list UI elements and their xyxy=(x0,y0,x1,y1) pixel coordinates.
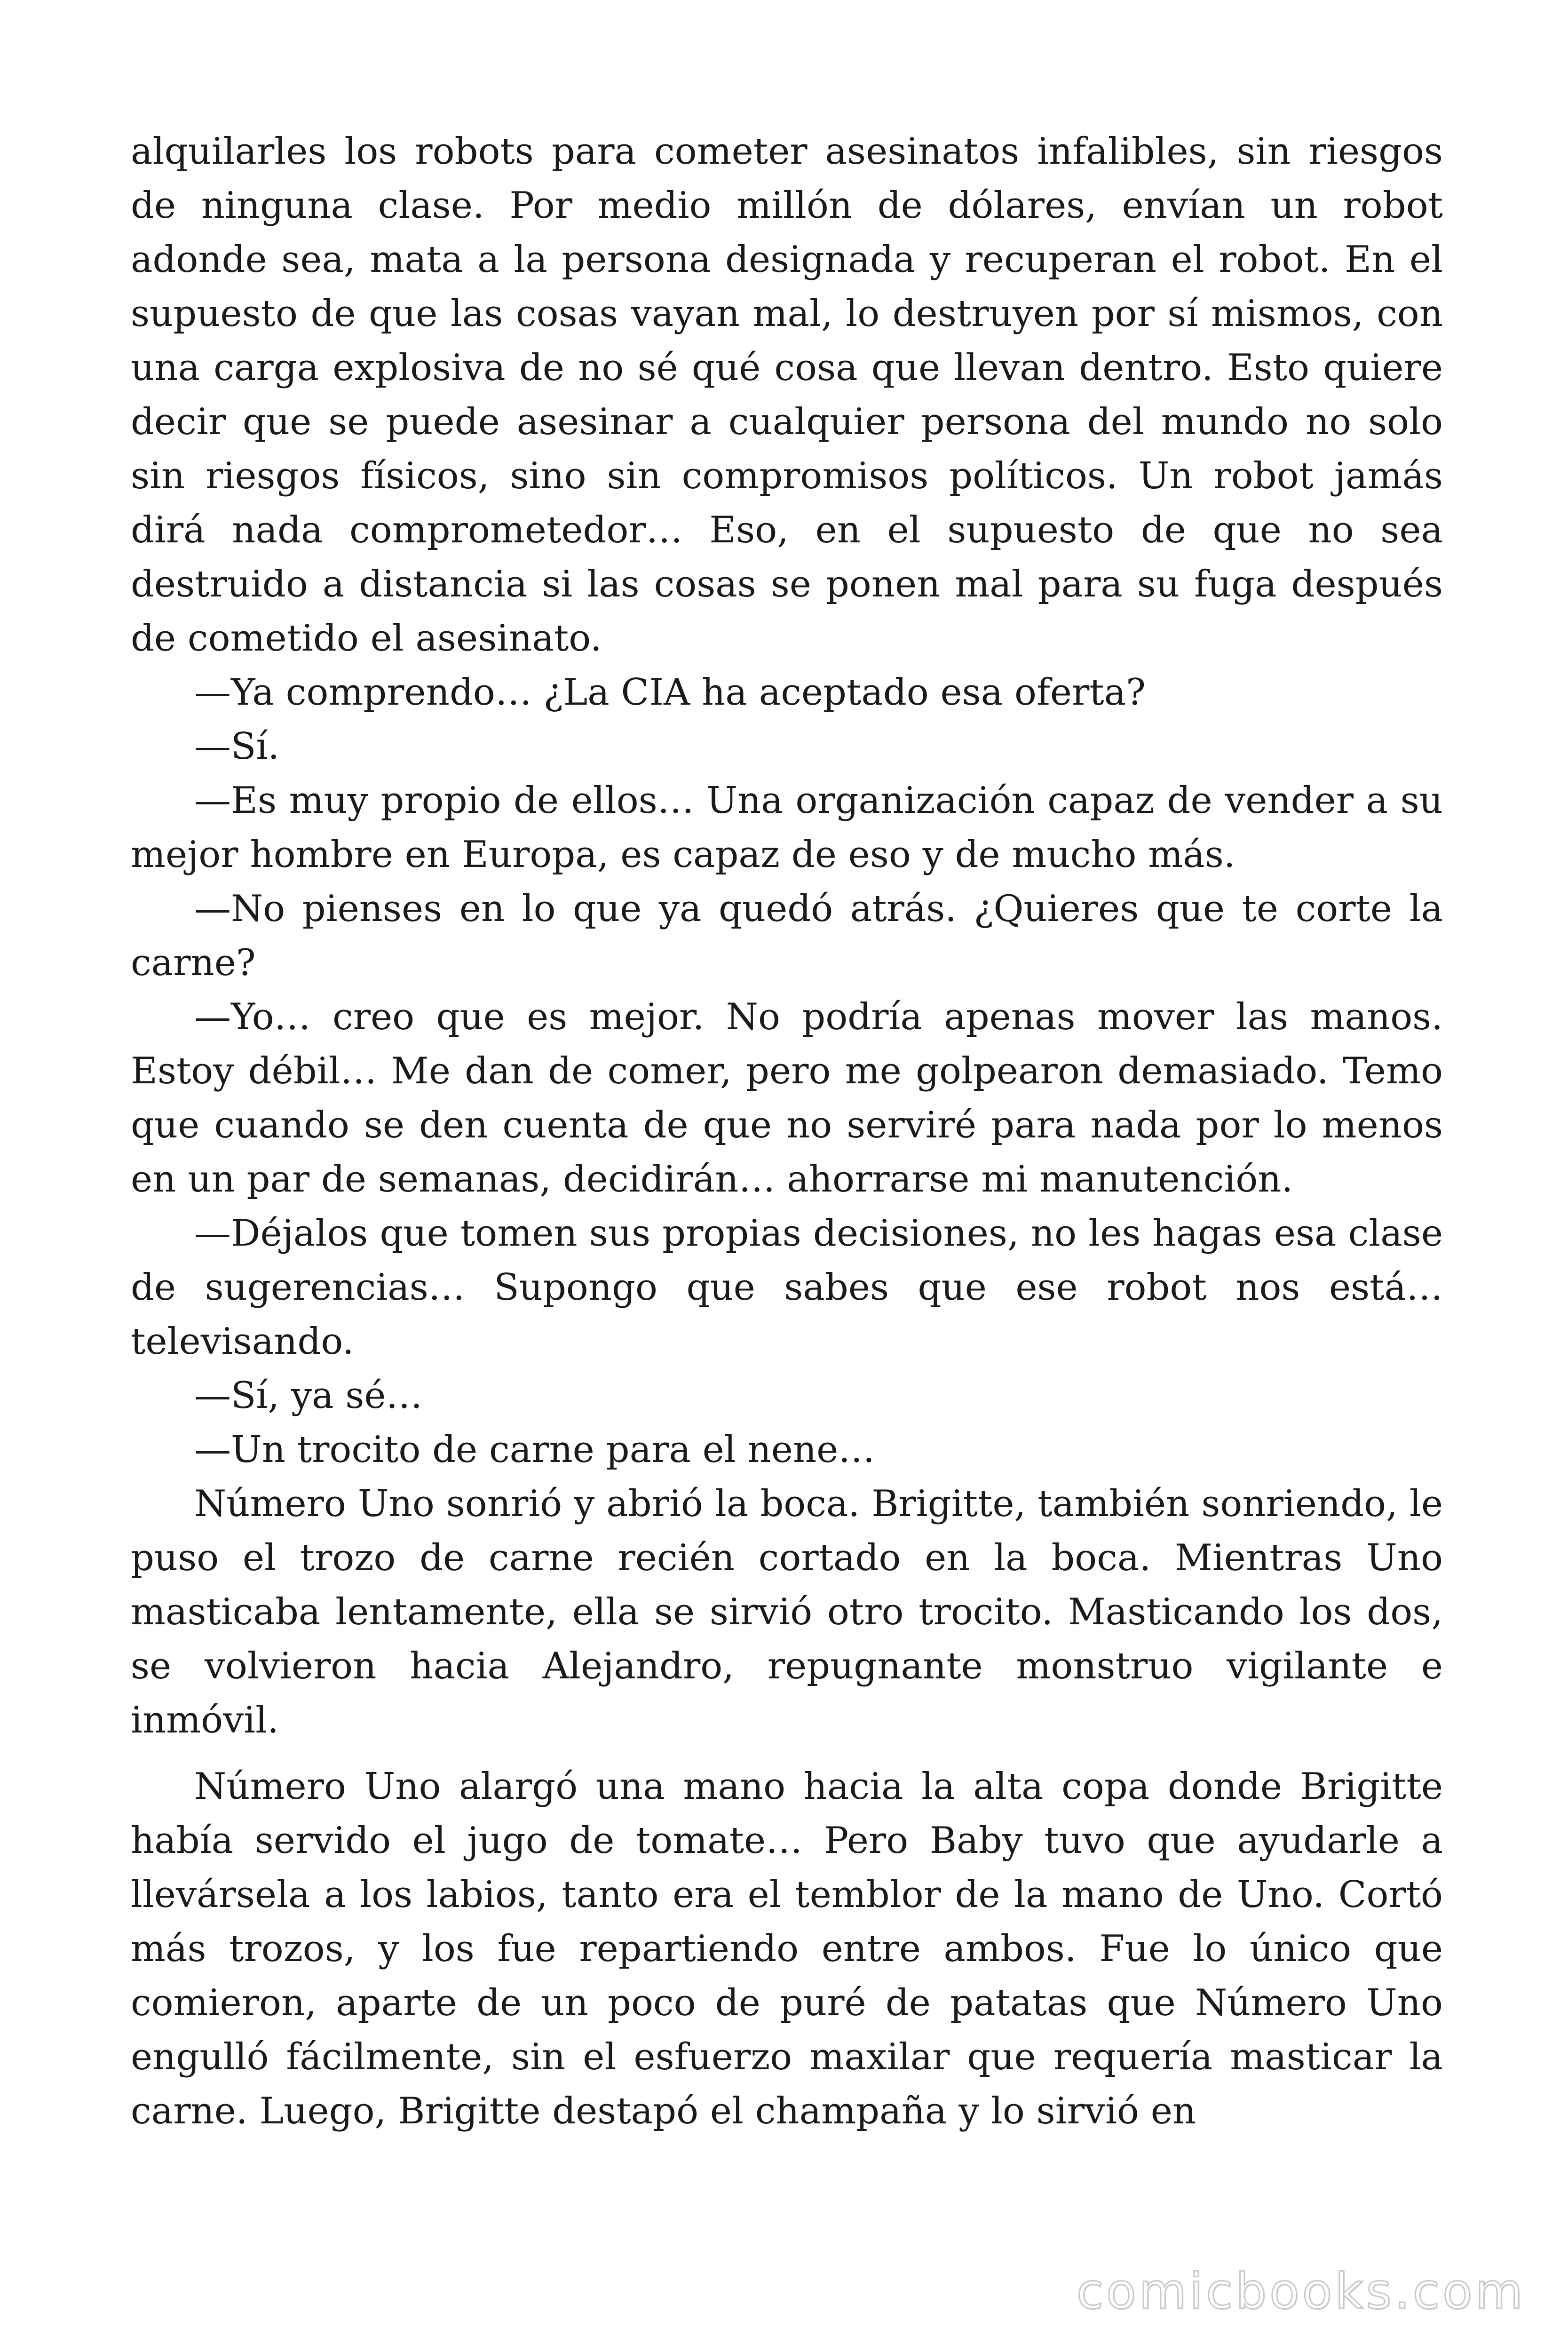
paragraph: —Ya comprendo… ¿La CIA ha aceptado esa oferta? xyxy=(194,671,1146,714)
paragraph: —No pienses en lo que ya quedó atrás. ¿Quieres que te corte la carne? xyxy=(131,888,1443,984)
paragraph: —Un trocito de carne para el nene… xyxy=(194,1429,875,1471)
paragraph: —Sí. xyxy=(194,725,280,768)
paragraph: —Sí, ya sé… xyxy=(194,1375,423,1417)
watermark-logo: comicbooks.com xyxy=(1076,2263,1526,2320)
paragraph: —Déjalos que tomen sus propias decisiones, no les hagas esa clase de sugerencias… Supongo que sabes que ese robot nos está… televisando. xyxy=(131,1212,1443,1363)
body-text xyxy=(131,125,1443,2138)
paragraph: —Yo… creo que es mejor. No podría apenas mover las manos. Estoy débil… Me dan de comer, pero me golpearon demasiado. Temo que cuando se den cuenta de que no serviré para nada por lo menos en un par de semanas, decidirán… ahorrarse mi manutención. xyxy=(131,996,1443,1200)
paragraph: —Es muy propio de ellos… Una organización capaz de vender a su mejor hombre en Europa, es capaz de eso y de mucho más. xyxy=(131,779,1443,876)
paragraph: alquilarles los robots para cometer asesinatos infalibles, sin riesgos de ninguna clase. Por medio millón de dólares, envían un robot adonde sea, mata a la persona designada y recuperan el robot. En el supuesto de que las cosas vayan mal, lo destruyen por sí mismos, con una carga explosiva de no sé qué cosa que llevan dentro. Esto quiere decir que se puede asesinar a cualquier persona del mundo no solo sin riesgos físicos, sino sin compromisos políticos. Un robot jamás dirá nada comprometedor… Eso, en el supuesto de que no sea destruido a distancia si las cosas se ponen mal para su fuga después de cometido el asesinato. xyxy=(131,130,1443,660)
paragraph: Número Uno sonrió y abrió la boca. Brigitte, también sonriendo, le puso el trozo de carne recién cortado en la boca. Mientras Uno masticaba lentamente, ella se sirvió otro trocito. Masticando los dos, se volvieron hacia Alejandro, repugnante monstruo vigilante e inmóvil. xyxy=(131,1483,1443,1741)
paragraph: Número Uno alargó una mano hacia la alta copa donde Brigitte había servido el jugo de tomate… Pero Baby tuvo que ayudarle a llevársela a los labios, tanto era el temblor de la mano de Uno. Cortó más trozos, y los fue repartiendo entre ambos. Fue lo único que comieron, aparte de un poco de puré de patatas que Número Uno engulló fácilmente, sin el esfuerzo maxilar que requería masticar la carne. Luego, Brigitte destapó el champaña y lo sirvió en xyxy=(131,1765,1443,2132)
